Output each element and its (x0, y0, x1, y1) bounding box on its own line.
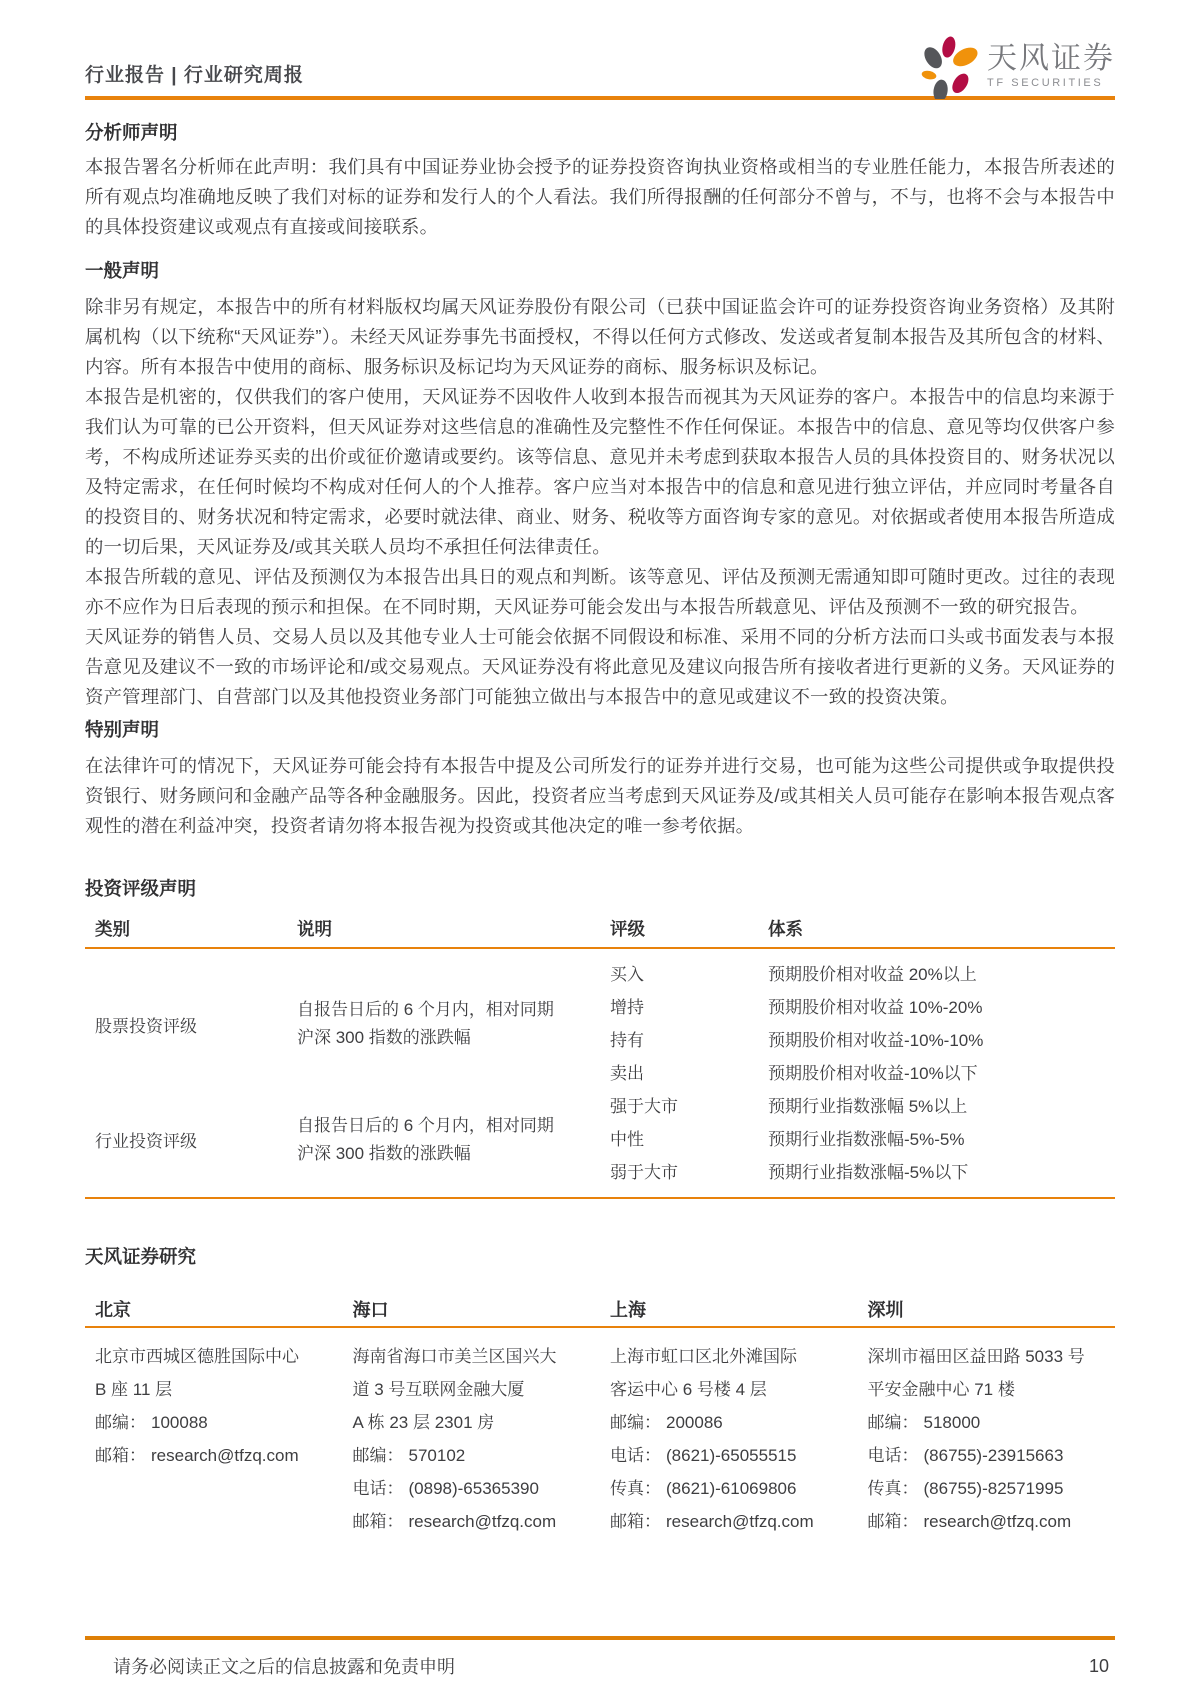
paragraph: 除非另有规定，本报告中的所有材料版权均属天风证券股份有限公司（已获中国证监会许可的证券投资咨询业务资格）及其附属机构（以下统称“天风证券”）。未经天风证券事先书面授权，不得以任何方式修改、发送或者复制本报告及其所包含的材料、内容。所有本报告中使用的商标、服务标识及标记均为天风证券的商标、服务标识及标记。 (85, 296, 1115, 377)
paragraph: 本报告署名分析师在此声明：我们具有中国证券业协会授予的证券投资咨询执业资格或相当的专业胜任能力，本报告所表述的所有观点均准确地反映了我们对标的证券和发行人的个人看法。我们所得报酬的任何部分不曾与，不与，也将不会与本报告中的具体投资建议或观点有直接或间接联系。 (85, 156, 1115, 237)
contact-label: 邮编： (95, 1413, 146, 1432)
contact-label: 邮箱： (95, 1446, 146, 1465)
contact-value: research@tfzq.com (923, 1512, 1072, 1531)
contact-label: 邮编： (867, 1413, 919, 1432)
section-analyst-statement (85, 120, 1115, 242)
column-header-description: 说明 (297, 919, 332, 939)
office-address-line: B 座 11 层 (95, 1380, 173, 1399)
contact-label: 传真： (610, 1479, 661, 1498)
column-header-category: 类别 (95, 919, 130, 939)
office-address-line: 客运中心 6 号楼 4 层 (610, 1380, 767, 1399)
contact-label: 电话： (610, 1446, 661, 1465)
rating-system-cell: 预期股价相对收益-10%以下 (768, 1064, 978, 1083)
office-contact-line (353, 1439, 577, 1472)
brand-logo (915, 33, 1115, 99)
rating-row (600, 991, 1115, 1024)
office-city-header: 海口 (352, 1300, 389, 1320)
paragraph: 在法律许可的情况下，天风证券可能会持有本报告中提及公司所发行的证券并进行交易，也可能为这些公司提供或争取提供投资银行、财务顾问和金融产品等各种金融服务。因此，投资者应当考虑到天风证券及/或其相关人员可能存在影响本报告观点客观性的潜在利益冲突，投资者请勿将本报告视为投资或其他决定的唯一参考依据。 (85, 755, 1115, 836)
office-address-line: 海南省海口市美兰区国兴大 (352, 1347, 557, 1366)
office-column (858, 1340, 1116, 1538)
section-general-statement (85, 258, 1115, 712)
rating-description-cell: 自报告日后的 6 个月内，相对同期沪深 300 指数的涨跌幅 (297, 1000, 554, 1047)
contact-value: research@tfzq.com (666, 1512, 814, 1531)
page-content (0, 120, 1200, 1538)
rating-system-cell: 预期股价相对收益 20%以上 (768, 965, 977, 984)
page-number: 10 (1088, 1655, 1109, 1676)
rating-system-cell: 预期行业指数涨幅-5%以下 (768, 1163, 969, 1182)
rating-category-cell: 行业投资评级 (95, 1132, 197, 1151)
office-column (600, 1340, 858, 1538)
office-address-line: 北京市西城区德胜国际中心 (95, 1347, 299, 1366)
contact-value: research@tfzq.com (151, 1446, 299, 1465)
rating-label-cell: 持有 (610, 1031, 644, 1050)
section-rating-statement (85, 876, 1115, 1199)
contact-label: 邮编： (352, 1446, 404, 1465)
rating-label-cell: 买入 (610, 965, 644, 984)
office-contact-line (95, 1439, 319, 1472)
rating-table-body (85, 949, 1115, 1199)
office-address-line: 深圳市福田区益田路 5033 号 (867, 1347, 1085, 1366)
office-address-line: 上海市虹口区北外滩国际 (610, 1347, 797, 1366)
page-footer (85, 1636, 1115, 1679)
office-contact-line (868, 1406, 1092, 1439)
contact-label: 邮箱： (610, 1512, 661, 1531)
office-address-line: A 栋 23 层 2301 房 (352, 1413, 495, 1432)
paragraph: 天风证券的销售人员、交易人员以及其他专业人士可能会依据不同假设和标准、采用不同的分析方法而口头或书面发表与本报告意见及建议不一致的市场评论和/或交易观点。天风证券没有将此意见及建议向报告所有接收者进行更新的义务。天风证券的资产管理部门、自营部门以及其他投资业务部门可能独立做出与本报告中的意见或建议不一致的投资决策。 (85, 626, 1115, 707)
section-title: 分析师声明 (85, 122, 178, 143)
rating-label-cell: 卖出 (610, 1064, 644, 1083)
contact-value: 100088 (151, 1413, 208, 1432)
office-contact-line (610, 1439, 834, 1472)
office-contact-line (868, 1505, 1092, 1538)
office-column (343, 1340, 601, 1538)
office-contact-line (868, 1472, 1092, 1505)
rating-system-cell: 预期股价相对收益-10%-10% (768, 1031, 984, 1050)
contact-label: 电话： (867, 1446, 919, 1465)
column-header-system: 体系 (768, 919, 803, 939)
contact-value: (8621)-65055515 (666, 1446, 797, 1465)
brand-text (987, 43, 1115, 90)
contact-value: (86755)-23915663 (923, 1446, 1064, 1465)
contact-label: 邮箱： (352, 1512, 404, 1531)
office-contact-line (868, 1439, 1092, 1472)
office-city-header: 上海 (610, 1300, 646, 1320)
office-contact-line (610, 1472, 834, 1505)
section-title: 一般声明 (85, 260, 160, 281)
rating-row (600, 1024, 1115, 1057)
office-contact-line (610, 1505, 834, 1538)
rating-label-cell: 中性 (610, 1130, 644, 1149)
office-contact-line (353, 1505, 577, 1538)
rating-row (600, 958, 1115, 991)
office-contact-line (353, 1472, 577, 1505)
office-city-header: 北京 (95, 1300, 131, 1320)
contact-value: 518000 (923, 1413, 981, 1432)
contact-value: research@tfzq.com (408, 1512, 557, 1531)
section-title: 投资评级声明 (85, 878, 197, 899)
contact-label: 邮编： (610, 1413, 661, 1432)
contact-value: 200086 (666, 1413, 723, 1432)
rating-group (85, 1090, 1115, 1189)
footer-disclaimer-note: 请务必阅读正文之后的信息披露和免责申明 (113, 1657, 455, 1677)
rating-row (600, 1156, 1115, 1189)
paragraph: 本报告所载的意见、评估及预测仅为本报告出具日的观点和判断。该等意见、评估及预测无需通知即可随时更改。过往的表现亦不应作为日后表现的预示和担保。在不同时期，天风证券可能会发出与本报告所载意见、评估及预测不一致的研究报告。 (85, 566, 1115, 617)
rating-system-cell: 预期行业指数涨幅-5%-5% (768, 1130, 965, 1149)
contact-label: 电话： (352, 1479, 404, 1498)
column-header-rating: 评级 (610, 919, 645, 939)
rating-row (600, 1090, 1115, 1123)
office-address-line: 平安金融中心 71 楼 (867, 1380, 1015, 1399)
rating-table-header (85, 916, 1115, 949)
rating-label-cell: 强于大市 (610, 1097, 678, 1116)
paragraph: 本报告是机密的，仅供我们的客户使用，天风证券不因收件人收到本报告而视其为天风证券的客户。本报告中的信息均来源于我们认为可靠的已公开资料，但天风证券对这些信息的准确性及完整性不作任何保证。本报告中的信息、意见等均仅供客户参考，不构成所述证券买卖的出价或征价邀请或要约。该等信息、意见并未考虑到获取本报告人员的具体投资目的、财务状况以及特定需求，在任何时候均不构成对任何人的个人推荐。客户应当对本报告中的信息和意见进行独立评估，并应同时考量各自的投资目的、财务状况和特定需求，必要时就法律、商业、财务、税收等方面咨询专家的意见。对依据或者使用本报告所造成的一切后果，天风证券及/或其关联人员均不承担任何法律责任。 (85, 386, 1115, 557)
rating-label-cell: 弱于大市 (610, 1163, 678, 1182)
office-address-line: 道 3 号互联网金融大厦 (352, 1380, 525, 1399)
rating-group (85, 958, 1115, 1090)
contact-value: (0898)-65365390 (408, 1479, 539, 1498)
office-column (85, 1340, 343, 1538)
rating-rows (600, 1090, 1115, 1189)
page-header (85, 0, 1115, 100)
section-special-statement (85, 717, 1115, 841)
brand-subtitle: TF SECURITIES (987, 76, 1104, 89)
offices-header-row (85, 1296, 1115, 1328)
rating-system-cell: 预期股价相对收益 10%-20% (768, 998, 983, 1017)
office-contact-line (610, 1406, 834, 1439)
section-title: 天风证券研究 (85, 1246, 197, 1267)
brand-name: 天风证券 (987, 41, 1115, 75)
rating-description-cell: 自报告日后的 6 个月内，相对同期沪深 300 指数的涨跌幅 (297, 1115, 554, 1163)
contact-label: 邮箱： (867, 1512, 919, 1531)
offices-grid (85, 1328, 1115, 1538)
section-research-offices (85, 1244, 1115, 1538)
tf-securities-flower-icon (915, 33, 981, 99)
rating-category-cell: 股票投资评级 (95, 1016, 197, 1036)
section-title: 特别声明 (85, 719, 160, 740)
office-contact-line (95, 1406, 319, 1439)
rating-system-cell: 预期行业指数涨幅 5%以上 (768, 1097, 968, 1116)
contact-value: (86755)-82571995 (923, 1479, 1064, 1498)
rating-rows (600, 958, 1115, 1090)
office-city-header: 深圳 (867, 1300, 904, 1320)
rating-label-cell: 增持 (610, 998, 644, 1017)
breadcrumb: 行业报告 | 行业研究周报 (85, 65, 304, 86)
rating-row (600, 1123, 1115, 1156)
contact-value: 570102 (408, 1446, 466, 1465)
contact-label: 传真： (867, 1479, 919, 1498)
contact-value: (8621)-61069806 (666, 1479, 797, 1498)
rating-row (600, 1057, 1115, 1090)
